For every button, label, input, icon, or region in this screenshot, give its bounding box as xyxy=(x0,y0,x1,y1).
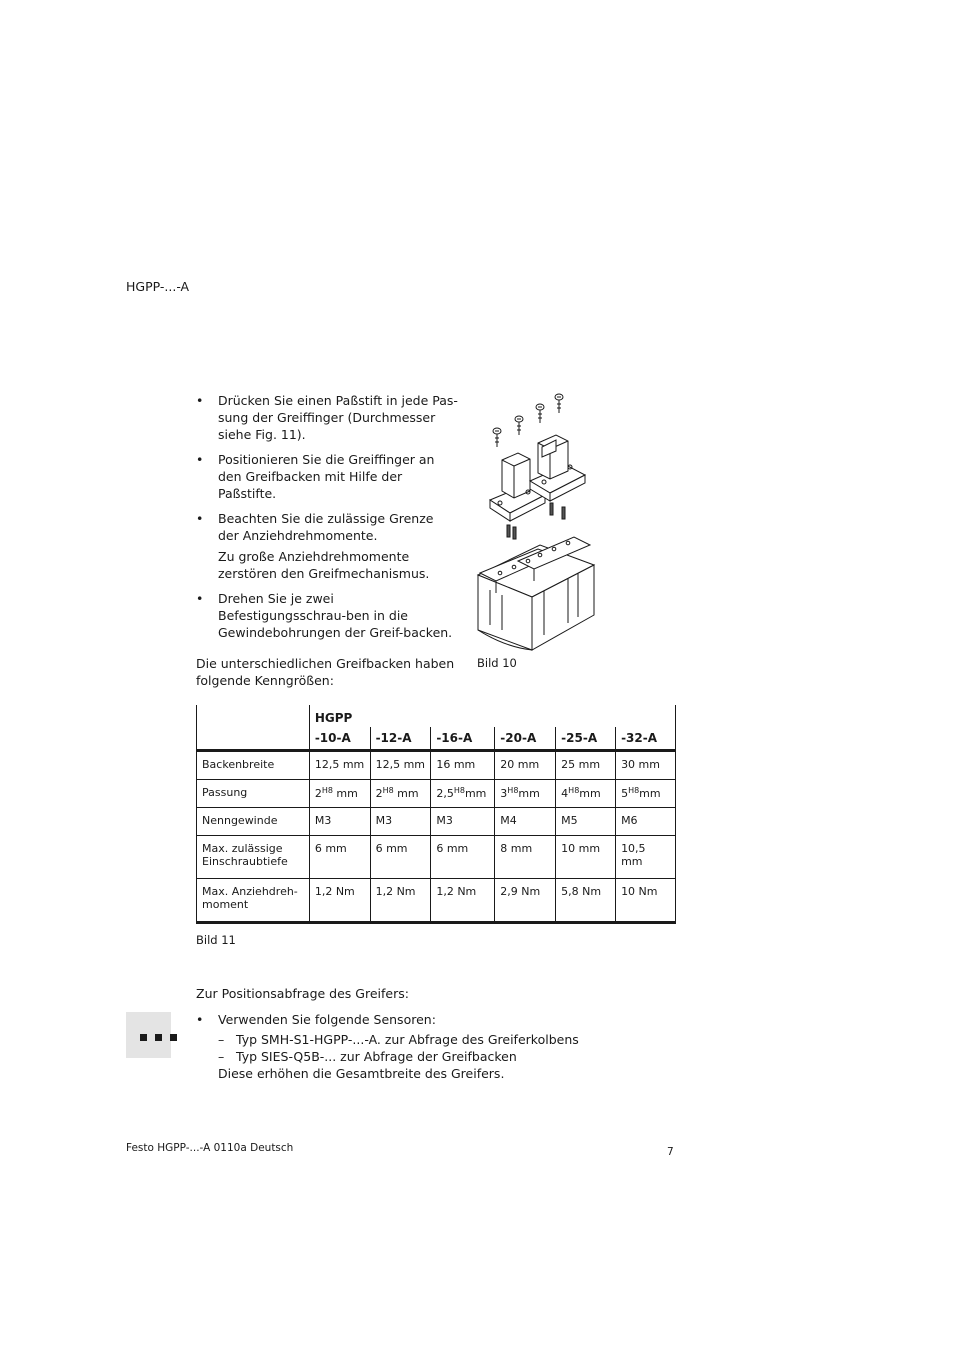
cell-superscript: H8 xyxy=(507,786,519,795)
note-marker-icon xyxy=(126,1012,171,1058)
value-cell xyxy=(309,808,370,836)
cell-value: 1,2 Nm xyxy=(375,885,416,898)
cell-value: 3 xyxy=(500,787,508,800)
value-cell xyxy=(556,780,616,808)
screw-icon xyxy=(536,404,544,423)
cell-superscript: H8 xyxy=(568,786,580,795)
cell-value: 8 mm xyxy=(500,842,533,855)
cell-superscript: H8 xyxy=(382,786,394,795)
cell-value: M3 xyxy=(436,814,453,827)
cell-value: 10 Nm xyxy=(621,885,658,898)
page-number: 7 xyxy=(667,1146,674,1158)
cell-unit: mm xyxy=(464,787,487,800)
cell-unit: mm xyxy=(579,787,601,800)
table-intro-text: Die unterschiedlichen Greifbacken haben folgende Kenngrößen: xyxy=(196,656,455,688)
sensor-bullet-text: Verwenden Sie folgende Sensoren: xyxy=(218,1012,436,1027)
position-section-intro: Zur Positionsabfrage des Greifers: xyxy=(196,986,409,1001)
value-cell xyxy=(616,879,676,923)
cell-unit: mm xyxy=(393,787,419,800)
value-cell xyxy=(556,879,616,923)
value-cell xyxy=(370,836,431,879)
gripper-jaw-spec-table xyxy=(196,705,676,924)
instruction-text: Drücken Sie einen Paßstift in jede Pas-sung der Greiffinger (Durchmesser siehe Fig. 11). xyxy=(218,393,458,442)
instruction-list xyxy=(196,392,458,649)
cell-value: 12,5 mm xyxy=(314,758,365,771)
cell-value: 6 mm xyxy=(375,842,408,855)
value-cell xyxy=(309,879,370,923)
value-cell xyxy=(370,879,431,923)
cell-superscript: H8 xyxy=(453,786,465,795)
cell-value: M4 xyxy=(500,814,517,827)
gripper-finger-right xyxy=(530,435,585,501)
cell-unit: mm xyxy=(332,787,358,800)
cell-value: 6 mm xyxy=(314,842,347,855)
sensor-item-text: Typ SIES-Q5B-... zur Abfrage der Greifbacken xyxy=(236,1049,517,1064)
value-cell xyxy=(616,751,676,780)
screw-icon xyxy=(515,416,523,435)
instruction-item xyxy=(196,590,458,641)
value-cell xyxy=(616,780,676,808)
value-cell xyxy=(495,879,556,923)
value-cell xyxy=(556,751,616,780)
size-header: -10-A xyxy=(309,727,370,751)
value-cell xyxy=(309,836,370,879)
cell-value: 2 xyxy=(375,787,383,800)
size-header: -20-A xyxy=(495,727,556,751)
row-label-cell: Passung xyxy=(197,780,310,808)
cell-value: 2,5 xyxy=(436,787,454,800)
cell-value: M3 xyxy=(375,814,393,827)
figure-11-caption: Bild 11 xyxy=(196,933,236,947)
sensor-list xyxy=(196,1011,616,1082)
cell-value: 10 mm xyxy=(561,842,601,855)
instruction-item xyxy=(196,510,458,582)
value-cell xyxy=(495,780,556,808)
sensor-item-text: Typ SMH-S1-HGPP-...-A. zur Abfrage des Greiferkolbens xyxy=(236,1032,579,1047)
value-cell xyxy=(495,836,556,879)
value-cell xyxy=(309,751,370,780)
value-cell xyxy=(309,780,370,808)
sensor-item xyxy=(196,1048,616,1065)
table-row xyxy=(197,780,676,808)
note-square-icon xyxy=(140,1034,147,1041)
bullet-icon: • xyxy=(196,1012,204,1027)
table-group-header: HGPP xyxy=(309,705,675,727)
cell-value: 5 xyxy=(621,787,629,800)
dash-icon: – xyxy=(218,1049,225,1064)
value-cell xyxy=(495,808,556,836)
screw-icon xyxy=(555,394,563,413)
table-corner-cell xyxy=(197,705,310,751)
document-header: HGPP-...-A xyxy=(126,279,190,294)
sensor-bullet xyxy=(196,1011,616,1028)
cell-value: 16 mm xyxy=(436,758,476,771)
row-label-cell: Backenbreite xyxy=(197,751,310,780)
value-cell xyxy=(431,751,495,780)
table-row xyxy=(197,836,676,879)
gripper-body xyxy=(478,537,594,650)
value-cell xyxy=(370,751,431,780)
value-cell xyxy=(431,808,495,836)
value-cell xyxy=(370,780,431,808)
table-row xyxy=(197,879,676,923)
bullet-icon: • xyxy=(196,591,204,606)
cell-value: 1,2 Nm xyxy=(314,885,355,898)
value-cell xyxy=(431,836,495,879)
cell-value: 1,2 Nm xyxy=(436,885,477,898)
size-header: -32-A xyxy=(616,727,676,751)
bullet-icon: • xyxy=(196,393,204,408)
size-header: -25-A xyxy=(556,727,616,751)
size-header: -16-A xyxy=(431,727,495,751)
instruction-text: Positionieren Sie die Greiffinger an den Greifbacken mit Hilfe der Paßstifte. xyxy=(218,452,435,501)
instruction-text: Beachten Sie die zulässige Grenze der Anziehdrehmomente. xyxy=(218,511,434,543)
dash-icon: – xyxy=(218,1032,225,1047)
gripper-assembly-drawing xyxy=(470,385,610,655)
cell-superscript: H8 xyxy=(628,786,640,795)
note-square-icon xyxy=(170,1034,177,1041)
instruction-text: Drehen Sie je zwei Befestigungsschrau-ben in die Gewindebohrungen der Greif-backen. xyxy=(218,591,453,640)
row-label-cell: Max. Anziehdreh-moment xyxy=(197,879,310,923)
instruction-note: Zu große Anziehdrehmomente zerstören den Greifmechanismus. xyxy=(218,549,430,581)
sensor-note: Diese erhöhen die Gesamtbreite des Greifers. xyxy=(218,1066,505,1081)
bullet-icon: • xyxy=(196,511,204,526)
sensor-item xyxy=(196,1031,616,1048)
cell-value: 5,8 Nm xyxy=(561,885,602,898)
cell-value: 25 mm xyxy=(561,758,601,771)
cell-unit: mm xyxy=(518,787,540,800)
value-cell xyxy=(616,836,676,879)
cell-value: 20 mm xyxy=(500,758,540,771)
note-square-icon xyxy=(155,1034,162,1041)
cell-unit: mm xyxy=(639,787,661,800)
value-cell xyxy=(556,808,616,836)
value-cell xyxy=(431,780,495,808)
cell-value: 6 mm xyxy=(436,842,469,855)
instruction-item xyxy=(196,392,458,443)
row-label-cell: Nenngewinde xyxy=(197,808,310,836)
value-cell xyxy=(556,836,616,879)
cell-value: 4 xyxy=(561,787,569,800)
cell-value: M5 xyxy=(561,814,578,827)
cell-superscript: H8 xyxy=(321,786,333,795)
table-header-row xyxy=(197,705,676,727)
cell-value: 12,5 mm xyxy=(375,758,425,771)
bullet-icon: • xyxy=(196,452,204,467)
cell-value: 2,9 Nm xyxy=(500,885,541,898)
value-cell xyxy=(495,751,556,780)
row-label-cell: Max. zulässige Einschraubtiefe xyxy=(197,836,310,879)
table-row xyxy=(197,808,676,836)
instruction-item xyxy=(196,451,458,502)
cell-value: 2 xyxy=(314,787,322,800)
cell-value: M3 xyxy=(314,814,332,827)
figure-10-caption: Bild 10 xyxy=(477,656,517,670)
cell-value: 30 mm xyxy=(621,758,660,771)
size-header: -12-A xyxy=(370,727,431,751)
screw-icon xyxy=(493,428,501,447)
value-cell xyxy=(616,808,676,836)
footer-text: Festo HGPP-...-A 0110a Deutsch xyxy=(126,1142,294,1154)
value-cell xyxy=(431,879,495,923)
value-cell xyxy=(370,808,431,836)
cell-value: M6 xyxy=(621,814,638,827)
cell-value: 10,5 mm xyxy=(621,842,646,868)
table-row xyxy=(197,751,676,780)
